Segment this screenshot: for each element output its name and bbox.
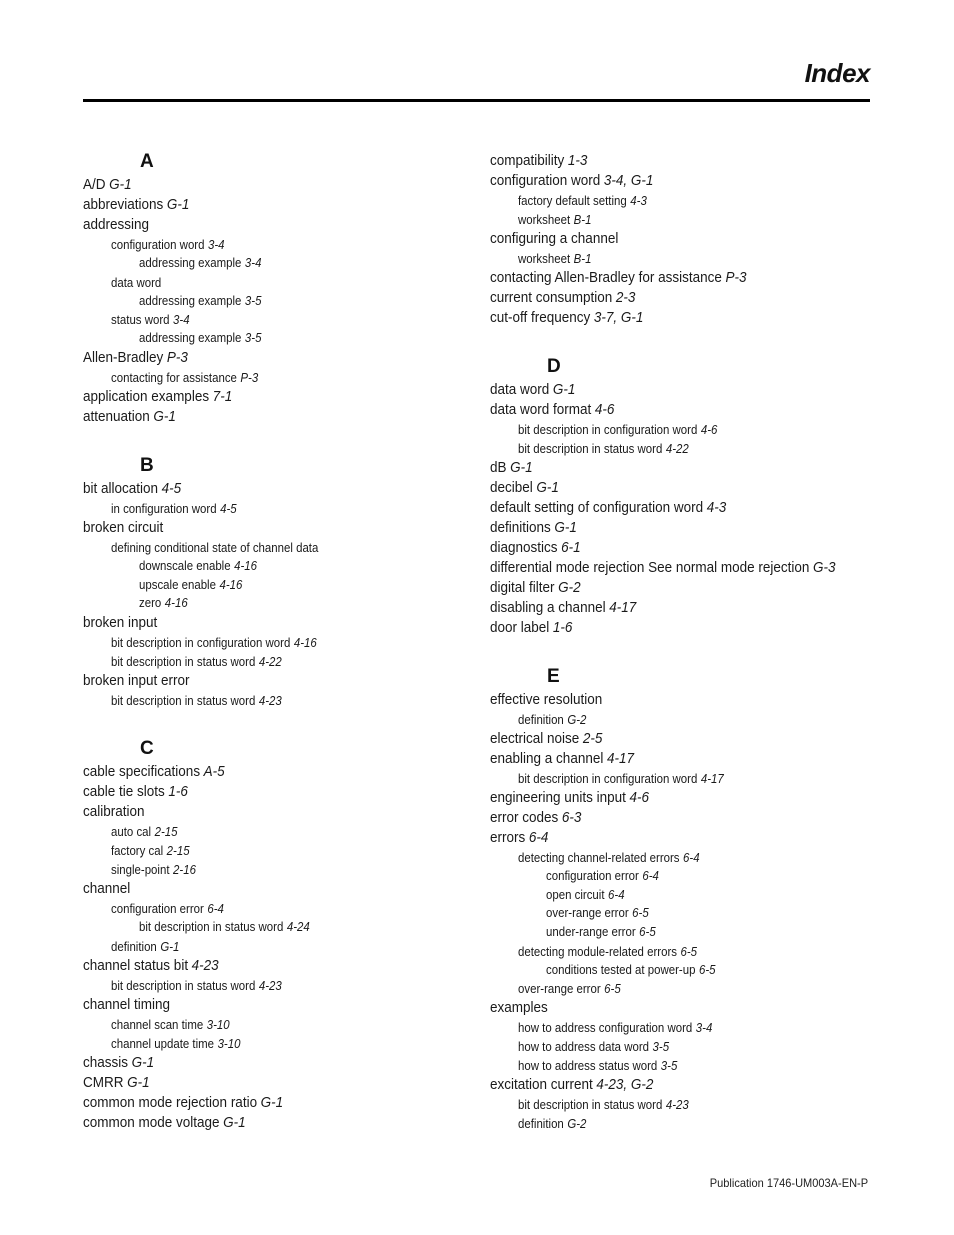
entry-term: disabling a channel — [490, 599, 606, 616]
entry-term: detecting channel-related errors — [518, 850, 680, 865]
page-reference: G-1 — [166, 196, 190, 213]
page-reference: 1-6 — [552, 619, 573, 636]
page-reference: 3-5 — [660, 1058, 678, 1074]
entry-term: examples — [490, 999, 548, 1017]
page-reference: 2-16 — [173, 862, 196, 878]
page-reference: 4-16 — [219, 576, 243, 592]
index-entry — [139, 292, 442, 311]
entry-term: chassis — [83, 1053, 129, 1071]
index-section — [83, 453, 483, 710]
index-entry — [83, 1053, 443, 1073]
page-reference: 4-17 — [609, 599, 637, 616]
page-reference: 4-5 — [161, 480, 182, 498]
entry-term: cable specifications — [83, 763, 201, 781]
index-entry — [111, 499, 438, 518]
index-entry — [83, 215, 443, 235]
index-section — [83, 736, 483, 1133]
index-entry — [83, 1093, 443, 1113]
entry-term: decibel — [490, 479, 533, 496]
entry-term: application examples — [83, 388, 210, 406]
entry-term: enabling a channel — [490, 750, 604, 767]
page-reference: B-1 — [573, 212, 592, 227]
entry-term: detecting module-related errors — [518, 943, 677, 959]
index-entry — [518, 191, 845, 210]
page-reference: G-2 — [567, 712, 587, 727]
entry-term: electrical noise — [490, 730, 580, 747]
entry-term: door label — [490, 619, 550, 636]
index-entry — [111, 633, 438, 652]
page-reference: 4-16 — [293, 635, 317, 651]
entry-term: conditions tested at power-up — [546, 961, 696, 977]
publication-footer: Publication 1746-UM003A-EN-P — [709, 1176, 868, 1190]
entry-term: factory default setting — [518, 193, 627, 208]
entry-term: data word — [490, 381, 550, 398]
entry-term: addressing example — [139, 292, 242, 308]
page-reference: 3-7, G-1 — [593, 309, 644, 326]
entry-term: channel update time — [111, 1035, 215, 1051]
index-entry — [139, 254, 442, 273]
page-reference: A-5 — [203, 763, 225, 781]
page-reference: G-1 — [223, 1113, 246, 1131]
index-entry — [490, 998, 850, 1018]
index-entry — [111, 235, 438, 254]
entry-term: data word format — [490, 401, 592, 418]
index-entry — [518, 249, 845, 268]
index-column-left — [83, 149, 483, 1159]
page-reference: 3-5 — [244, 330, 262, 346]
page-reference: 3-10 — [217, 1035, 241, 1051]
page-reference: G-1 — [127, 1073, 150, 1091]
entry-term: channel timing — [83, 995, 171, 1013]
page-reference: 2-15 — [154, 824, 178, 840]
page-reference: 4-23 — [258, 977, 282, 993]
page-reference: 3-4 — [695, 1020, 713, 1036]
entry-term: effective resolution — [490, 691, 603, 708]
index-entry — [490, 558, 850, 578]
index-entry — [490, 1075, 850, 1095]
index-entry — [111, 976, 438, 995]
index-entry — [490, 288, 850, 308]
page-reference: G-2 — [567, 1116, 587, 1132]
page-reference: G-1 — [153, 408, 176, 426]
entry-term: how to address configuration word — [518, 1020, 693, 1036]
entry-term: A/D — [83, 176, 106, 193]
index-entry — [83, 879, 443, 899]
index-entry — [139, 329, 442, 348]
page-reference: 6-5 — [604, 981, 621, 997]
entry-term: how to address status word — [518, 1058, 658, 1074]
entry-term: over-range error — [546, 905, 629, 921]
page-reference: 4-16 — [164, 595, 188, 611]
index-entry — [83, 175, 443, 195]
page-reference: 3-4 — [208, 237, 225, 252]
page-reference: 1-6 — [168, 783, 188, 801]
entry-term: configuration word — [111, 237, 205, 252]
entry-term: addressing example — [139, 330, 242, 346]
page-reference: 3-5 — [244, 292, 262, 308]
entry-term: upscale enable — [139, 576, 216, 592]
index-entry — [83, 956, 443, 976]
index-entry — [111, 860, 438, 879]
page-reference: G-1 — [260, 1093, 284, 1111]
page-reference: G-1 — [160, 938, 180, 954]
page-reference: G-2 — [558, 579, 581, 596]
page-reference: G-1 — [536, 479, 559, 496]
index-entry — [111, 1034, 438, 1053]
index-entry — [518, 1095, 845, 1114]
page-reference: 6-4 — [207, 901, 224, 917]
index-entry — [111, 368, 438, 387]
index-entry — [490, 498, 850, 518]
page-reference: P-3 — [166, 349, 188, 367]
page-reference: 4-17 — [606, 750, 634, 767]
entry-term: attenuation — [83, 408, 150, 426]
page-title: Index — [804, 58, 870, 88]
entry-term: configuration word — [490, 172, 601, 189]
index-entry — [518, 1056, 845, 1075]
index-entry — [518, 1114, 845, 1133]
index-entry — [490, 690, 850, 710]
page-reference: 4-16 — [234, 558, 258, 574]
entry-term: contacting for assistance — [111, 370, 237, 386]
entry-term: bit description in status word — [111, 693, 256, 709]
index-entry — [490, 518, 850, 538]
index-entry — [111, 899, 438, 918]
index-entry — [83, 518, 443, 538]
entry-term: digital filter — [490, 579, 555, 596]
index-entry — [83, 802, 443, 822]
page-reference: G-1 — [131, 1053, 155, 1071]
index-entry — [111, 538, 438, 557]
entry-term: dB — [490, 459, 507, 476]
entry-term: common mode voltage — [83, 1113, 220, 1131]
page-reference: 6-4 — [642, 868, 659, 883]
index-entry — [490, 229, 850, 249]
page-reference: 4-6 — [594, 401, 615, 418]
entry-term: bit description in configuration word — [518, 771, 698, 786]
entry-term: cable tie slots — [83, 783, 165, 801]
entry-term: under-range error — [546, 924, 636, 940]
page-reference: 4-23 — [258, 693, 282, 709]
page-reference: 6-1 — [561, 539, 581, 556]
entry-term: factory cal — [111, 843, 164, 859]
index-entry — [83, 613, 443, 633]
entry-term: in configuration word — [111, 501, 217, 517]
entry-term: broken circuit — [83, 519, 164, 537]
index-entry — [518, 1018, 845, 1037]
section-letter: B — [140, 455, 154, 477]
page-reference: 4-5 — [220, 501, 237, 517]
page-reference: 3-5 — [652, 1039, 670, 1055]
index-entry — [490, 578, 850, 598]
entry-term: channel — [83, 880, 131, 898]
entry-term: over-range error — [518, 981, 601, 997]
entry-term: diagnostics — [490, 539, 558, 556]
index-entry — [518, 210, 845, 229]
page-reference: G-1 — [552, 381, 576, 398]
entry-term: Allen-Bradley — [83, 349, 164, 367]
index-entry — [518, 439, 845, 458]
entry-term: definition — [111, 938, 157, 954]
entry-term: abbreviations — [83, 196, 164, 213]
page-reference: 7-1 — [212, 388, 233, 406]
entry-term: broken input error — [83, 672, 190, 690]
entry-term: calibration — [83, 803, 145, 821]
page-reference: 1-3 — [567, 152, 588, 169]
index-entry — [111, 937, 438, 956]
entry-term: how to address data word — [518, 1039, 650, 1055]
page-reference: 4-6 — [629, 789, 649, 806]
page-reference: G-1 — [510, 459, 533, 476]
page-reference: 4-3 — [630, 193, 647, 208]
entry-term: current consumption — [490, 289, 613, 306]
page-reference: 2-5 — [582, 730, 603, 747]
index-entry — [111, 691, 438, 710]
page-reference: P-3 — [240, 370, 259, 386]
page-reference: 6-4 — [683, 850, 700, 865]
page-reference: P-3 — [725, 269, 747, 286]
index-entry — [83, 782, 443, 802]
page-reference: 4-3 — [706, 499, 727, 516]
index-section — [490, 664, 890, 1133]
page-reference: G-3 — [813, 559, 836, 576]
entry-term: bit allocation — [83, 480, 159, 498]
entry-term: channel status bit — [83, 956, 189, 974]
entry-term: CMRR — [83, 1073, 124, 1091]
entry-term: differential mode rejection See normal mode rejection — [490, 559, 810, 576]
page-reference: 3-4 — [173, 312, 190, 328]
entry-term: default setting of configuration word — [490, 499, 704, 516]
entry-term: auto cal — [111, 824, 152, 840]
index-entry — [83, 387, 443, 407]
entry-term: bit description in status word — [111, 977, 256, 993]
page-reference: 6-3 — [561, 809, 582, 826]
index-entry — [111, 822, 438, 841]
entry-term: broken input — [83, 614, 158, 632]
entry-term: definition — [518, 1116, 564, 1132]
entry-term: excitation current — [490, 1076, 593, 1094]
entry-term: error codes — [490, 809, 559, 826]
entry-term: data word — [111, 274, 162, 290]
page-reference: 3-4, G-1 — [603, 172, 654, 189]
index-entry — [111, 1015, 438, 1034]
entry-term: definition — [518, 712, 564, 727]
index-entry — [490, 308, 850, 328]
index-entry — [83, 348, 443, 368]
entry-term: zero — [139, 595, 162, 611]
index-entry — [111, 310, 438, 329]
page-reference: 2-15 — [166, 843, 190, 859]
entry-term: addressing — [83, 216, 150, 233]
index-entry — [83, 1113, 443, 1133]
entry-term: status word — [111, 312, 170, 328]
section-letter: C — [140, 738, 154, 760]
index-entry — [518, 769, 845, 788]
page-reference: 4-22 — [258, 654, 282, 670]
page-reference: 6-4 — [608, 886, 625, 902]
index-entry — [490, 729, 850, 749]
index-entry — [111, 652, 438, 671]
entry-term: configuration error — [546, 868, 639, 883]
index-entry — [490, 380, 850, 400]
entry-term: errors — [490, 829, 526, 846]
index-entry — [111, 841, 438, 860]
entry-term: worksheet — [518, 251, 571, 266]
title-rule — [83, 99, 870, 102]
index-entry — [83, 762, 443, 782]
page-reference: G-1 — [554, 519, 577, 536]
page-reference: 4-6 — [700, 422, 718, 437]
index-entry — [518, 979, 845, 998]
index-entry — [490, 268, 850, 288]
entry-term: bit description in configuration word — [518, 422, 698, 437]
entry-term: bit description in status word — [111, 654, 256, 670]
entry-term: addressing example — [139, 255, 242, 270]
index-entry — [490, 171, 850, 191]
entry-term: bit description in status word — [139, 919, 284, 935]
section-letter: E — [547, 666, 560, 687]
entry-term: configuration error — [111, 901, 204, 917]
page-reference: 6-5 — [698, 961, 716, 977]
index-entry — [546, 904, 849, 923]
page-reference: 4-23 — [665, 1097, 689, 1113]
section-letter: D — [547, 356, 561, 377]
entry-term: cut-off frequency — [490, 309, 591, 326]
page-reference: 4-24 — [286, 919, 310, 935]
page-reference: 3-10 — [206, 1016, 230, 1032]
entry-term: compatibility — [490, 152, 565, 169]
page-reference: 4-23 — [191, 956, 219, 974]
index-entry — [490, 808, 850, 828]
page-reference: 6-5 — [680, 943, 698, 959]
index-column-right — [490, 151, 890, 1159]
page-reference: 3-4 — [244, 255, 262, 270]
index-entry — [139, 594, 442, 613]
entry-term: downscale enable — [139, 558, 231, 574]
index-entry — [490, 749, 850, 769]
entry-term: bit description in status word — [518, 1097, 663, 1113]
entry-term: bit description in status word — [518, 441, 663, 456]
index-entry — [546, 923, 849, 942]
index-entry — [518, 942, 845, 961]
entry-term: engineering units input — [490, 789, 626, 806]
index-entry — [83, 407, 443, 427]
page-reference: 6-5 — [639, 924, 656, 940]
index-entry — [490, 151, 850, 171]
entry-term: contacting Allen-Bradley for assistance — [490, 269, 722, 286]
index-entry — [139, 918, 442, 937]
page-reference: 4-17 — [700, 771, 724, 786]
entry-term: open circuit — [546, 886, 605, 902]
index-entry — [490, 828, 850, 848]
entry-term: bit description in configuration word — [111, 635, 291, 651]
index-entry — [490, 478, 850, 498]
index-entry — [139, 576, 442, 595]
page-reference: 6-4 — [528, 829, 549, 846]
section-letter: A — [140, 151, 154, 172]
index-entry — [139, 557, 442, 576]
index-entry — [518, 420, 845, 439]
index-entry — [490, 618, 850, 638]
index-entry — [83, 671, 443, 691]
entry-term: single-point — [111, 862, 170, 878]
index-entry — [490, 598, 850, 618]
index-section — [83, 149, 483, 427]
entry-term: channel scan time — [111, 1016, 204, 1032]
page-reference: 2-3 — [615, 289, 636, 306]
page-reference: G-1 — [109, 176, 132, 193]
page-reference: 4-23, G-2 — [596, 1076, 654, 1094]
index-entry — [83, 479, 443, 499]
index-entry — [546, 886, 849, 905]
index-entry — [490, 400, 850, 420]
index-section — [490, 354, 890, 638]
index-entry — [83, 1073, 443, 1093]
index-entry — [518, 710, 845, 729]
entry-term: defining conditional state of channel data — [111, 540, 319, 556]
index-entry — [490, 458, 850, 478]
entry-term: worksheet — [518, 212, 571, 227]
entry-term: common mode rejection ratio — [83, 1093, 258, 1111]
entry-term: definitions — [490, 519, 551, 536]
index-entry — [490, 788, 850, 808]
page-reference: B-1 — [573, 251, 592, 266]
entry-term: configuring a channel — [490, 230, 619, 247]
index-entry — [111, 273, 438, 292]
page-reference: 4-22 — [665, 441, 689, 456]
index-entry — [83, 995, 443, 1015]
index-section — [490, 151, 890, 328]
index-entry — [518, 1037, 845, 1056]
index-entry — [546, 867, 849, 886]
index-entry — [518, 848, 845, 867]
index-entry — [83, 195, 443, 215]
index-entry — [490, 538, 850, 558]
page-reference: 6-5 — [632, 905, 649, 921]
index-entry — [546, 961, 849, 980]
